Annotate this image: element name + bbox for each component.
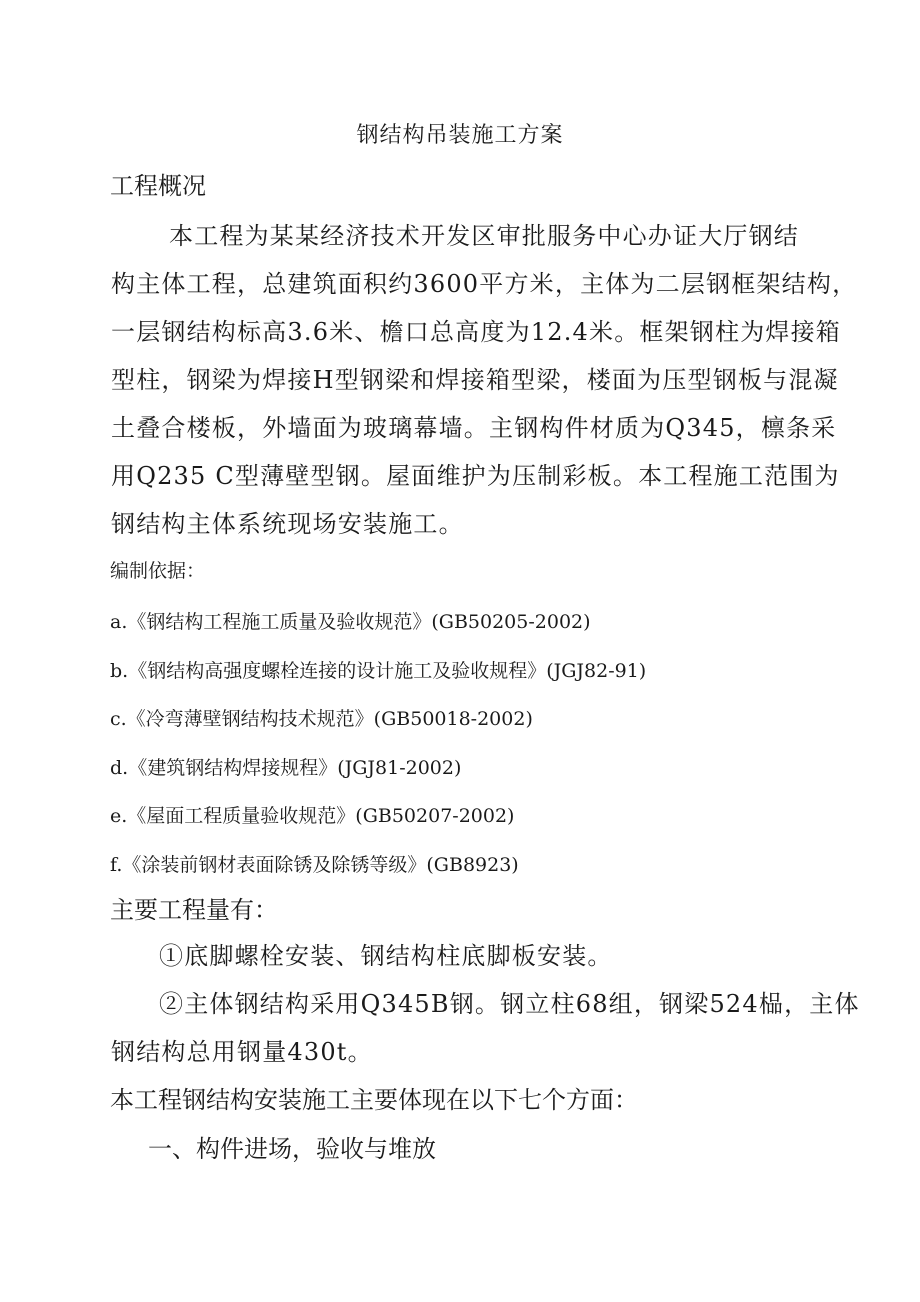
summary-line: 本工程钢结构安装施工主要体现在以下七个方面： [110, 1086, 638, 1114]
overview-line: 本工程为某某经济技术开发区审批服务中心办证大厅钢结 [169, 222, 799, 250]
overview-line: 型柱，钢梁为焊接H型钢梁和焊接箱型梁，楼面为压型钢板与混凝 [111, 366, 839, 394]
overview-line: 用Q235 C型薄壁型钢。屋面维护为压制彩板。本工程施工范围为 [111, 462, 840, 490]
quantities-line: ②主体钢结构采用Q345B钢。钢立柱68组，钢梁524榀，主体 [159, 990, 860, 1018]
overview-heading: 工程概况 [110, 172, 206, 200]
basis-item: f.《涂装前钢材表面除锈及除锈等级》(GB8923) [110, 853, 519, 876]
basis-item: e.《屋面工程质量验收规范》(GB50207-2002) [110, 805, 515, 827]
overview-line: 钢结构主体系统现场安装施工。 [111, 510, 464, 538]
overview-line: 土叠合楼板，外墙面为玻璃幕墙。主钢构件材质为Q345，檩条采 [111, 414, 837, 442]
quantities-line: 钢结构总用钢量430t。 [111, 1038, 373, 1066]
basis-heading: 编制依据： [110, 560, 206, 582]
section-heading: 一、构件进场，验收与堆放 [148, 1135, 436, 1163]
document-title: 钢结构吊装施工方案 [356, 123, 564, 148]
basis-item: a.《钢结构工程施工质量及验收规范》(GB50205-2002) [110, 611, 591, 633]
quantities-paragraph [111, 932, 860, 1076]
overview-line: 构主体工程，总建筑面积约3600平方米，主体为二层钢框架结构， [111, 270, 858, 298]
overview-line: 一层钢结构标高3.6米、檐口总高度为12.4米。框架钢柱为焊接箱 [111, 318, 842, 346]
basis-item: d.《建筑钢结构焊接规程》(JGJ81-2002) [110, 756, 462, 779]
basis-item: b.《钢结构高强度螺栓连接的设计施工及验收规程》(JGJ82-91) [110, 659, 647, 682]
quantities-heading: 主要工程量有： [110, 896, 278, 924]
quantities-line: ①底脚螺栓安装、钢结构柱底脚板安装。 [159, 942, 613, 970]
basis-list [110, 598, 646, 889]
overview-paragraph [111, 212, 858, 548]
basis-item: c.《冷弯薄壁钢结构技术规范》(GB50018-2002) [110, 708, 533, 730]
